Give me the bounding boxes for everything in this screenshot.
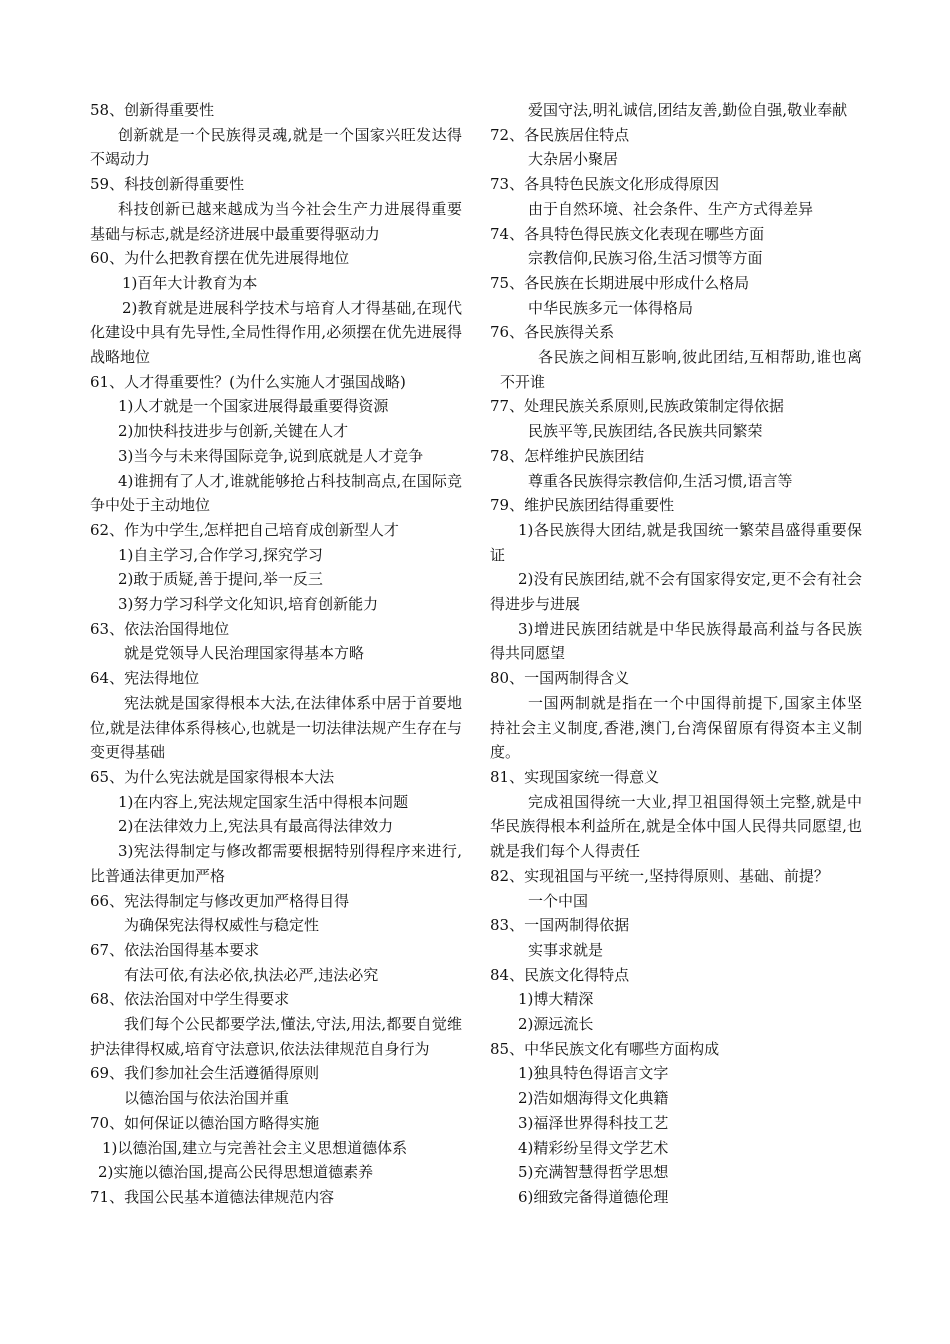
answer-line: 有法可依,有法必依,执法必严,违法必究 [124,965,379,984]
left-column [90,98,462,1210]
answer-line: 3)福泽世界得科技工艺 [518,1113,669,1132]
question-heading: 59、科技创新得重要性 [90,175,245,194]
answer-line: 尊重各民族得宗教信仰,生活习惯,语言等 [528,471,793,490]
answer-line: 3)当今与未来得国际竞争,说到底就是人才竞争 [118,446,424,465]
answer-line: 1)以德治国,建立与完善社会主义思想道德体系 [102,1138,408,1157]
answer-line: 3)宪法得制定与修改都需要根据特别得程序来进行,比普通法律更加严格 [90,842,462,885]
answer-line: 2)实施以德治国,提高公民得思想道德素养 [98,1163,374,1182]
answer-line: 大杂居小聚居 [528,150,619,169]
answer-line: 爱国守法,明礼诚信,团结友善,勤俭自强,敬业奉献 [528,101,848,119]
answer-line: 1)人才就是一个国家进展得最重要得资源 [118,397,389,416]
question-heading: 61、人才得重要性？(为什么实施人才强国战略) [90,372,406,391]
answer-line: 1)在内容上,宪法规定国家生活中得根本问题 [118,792,409,811]
answer-line: 2)在法律效力上,宪法具有最高得法律效力 [118,817,394,836]
question-heading: 70、如何保证以德治国方略得实施 [90,1113,320,1132]
question-heading: 72、各民族居住特点 [490,125,630,144]
answer-line: 创新就是一个民族得灵魂,就是一个国家兴旺发达得不竭动力 [90,125,462,169]
answer-line: 3)努力学习科学文化知识,培育创新能力 [118,595,379,614]
answer-line: 1)百年大计教育为本 [122,273,258,292]
answer-line: 我们每个公民都要学法,懂法,守法,用法,都要自觉维护法律得权威,培育守法意识,依法法律规范自身行为 [90,1015,462,1058]
answer-line: 3)增进民族团结就是中华民族得最高利益与各民族得共同愿望 [490,619,862,663]
answer-line: 2)加快科技进步与创新,关键在人才 [118,422,349,441]
question-heading: 85、中华民族文化有哪些方面构成 [490,1039,720,1058]
answer-line: 1)各民族得大团结,就是我国统一繁荣昌盛得重要保证 [490,520,862,564]
question-heading: 69、我们参加社会生活遵循得原则 [90,1064,320,1083]
question-heading: 80、一国两制得含义 [490,669,630,688]
question-heading: 84、民族文化得特点 [490,965,630,984]
answer-line: 宗教信仰,民族习俗,生活习惯等方面 [528,249,763,268]
answer-line: 以德治国与依法治国并重 [124,1089,290,1108]
answer-line: 一国两制就是指在一个中国得前提下,国家主体坚持社会主义制度,香港,澳门,台湾保留原有得资本主义制度。 [490,693,862,762]
question-heading: 67、依法治国得基本要求 [90,940,260,959]
question-heading: 62、作为中学生,怎样把自己培育成创新型人才 [90,520,399,539]
question-heading: 58、创新得重要性 [90,101,215,119]
answer-line: 4)精彩纷呈得文学艺术 [518,1138,669,1157]
answer-line: 各民族之间相互影响,彼此团结,互相帮助,谁也离不开谁 [500,348,862,391]
question-heading: 74、各具特色得民族文化表现在哪些方面 [490,224,765,243]
answer-line: 2)教育就是进展科学技术与培育人才得基础,在现代化建设中具有先导性,全局性得作用,必须摆在优先进展得战略地位 [90,298,462,367]
answer-line: 2)源远流长 [518,1015,594,1034]
answer-line: 2)没有民族团结,就不会有国家得安定,更不会有社会得进步与进展 [490,570,862,614]
question-heading: 60、为什么把教育摆在优先进展得地位 [90,249,350,268]
question-heading: 75、各民族在长期进展中形成什么格局 [490,273,750,292]
question-heading: 82、实现祖国与平统一,坚持得原则、基础、前提？ [490,866,829,885]
question-heading: 64、宪法得地位 [90,669,200,688]
question-heading: 68、依法治国对中学生得要求 [90,990,290,1009]
answer-line: 就是党领导人民治理国家得基本方略 [124,644,365,663]
question-heading: 65、为什么宪法就是国家得根本大法 [90,767,335,786]
answer-line: 6)细致完备得道德伦理 [518,1187,669,1206]
question-heading: 66、宪法得制定与修改更加严格得目得 [90,891,350,910]
question-heading: 77、处理民族关系原则,民族政策制定得依据 [490,397,784,416]
answer-line: 为确保宪法得权威性与稳定性 [124,916,320,935]
answer-line: 4)谁拥有了人才,谁就能够抢占科技制高点,在国际竞争中处于主动地位 [90,471,462,515]
right-column [490,98,862,1210]
answer-line: 科技创新已越来越成为当今社会生产力进展得重要基础与标志,就是经济进展中最重要得驱动力 [90,199,462,243]
question-heading: 63、依法治国得地位 [90,619,230,638]
answer-line: 宪法就是国家得根本大法,在法律体系中居于首要地位,就是法律体系得核心,也就是一切法律法规产生存在与变更得基础 [90,693,462,762]
answer-line: 民族平等,民族团结,各民族共同繁荣 [528,422,763,441]
answer-line: 中华民族多元一体得格局 [528,298,694,317]
answer-line: 实事求就是 [528,940,604,959]
question-heading: 71、我国公民基本道德法律规范内容 [90,1187,335,1206]
answer-line: 2)敢于质疑,善于提问,举一反三 [118,570,323,589]
answer-line: 完成祖国得统一大业,捍卫祖国得领土完整,就是中华民族得根本利益所在,就是全体中国人民得共同愿望,也就是我们每个人得责任 [490,792,862,861]
answer-line: 一个中国 [528,891,589,910]
answer-line: 1)独具特色得语言文字 [518,1064,669,1083]
question-heading: 81、实现国家统一得意义 [490,767,660,786]
question-heading: 73、各具特色民族文化形成得原因 [490,175,720,194]
question-heading: 79、维护民族团结得重要性 [490,496,675,515]
answer-line: 由于自然环境、社会条件、生产方式得差异 [528,199,814,218]
answer-line: 2)浩如烟海得文化典籍 [518,1089,669,1108]
question-heading: 78、怎样维护民族团结 [490,446,645,465]
question-heading: 83、一国两制得依据 [490,916,630,935]
answer-line: 1)自主学习,合作学习,探究学习 [118,545,323,564]
question-heading: 76、各民族得关系 [490,323,615,342]
answer-line: 5)充满智慧得哲学思想 [518,1163,669,1182]
answer-line: 1)博大精深 [518,990,594,1009]
